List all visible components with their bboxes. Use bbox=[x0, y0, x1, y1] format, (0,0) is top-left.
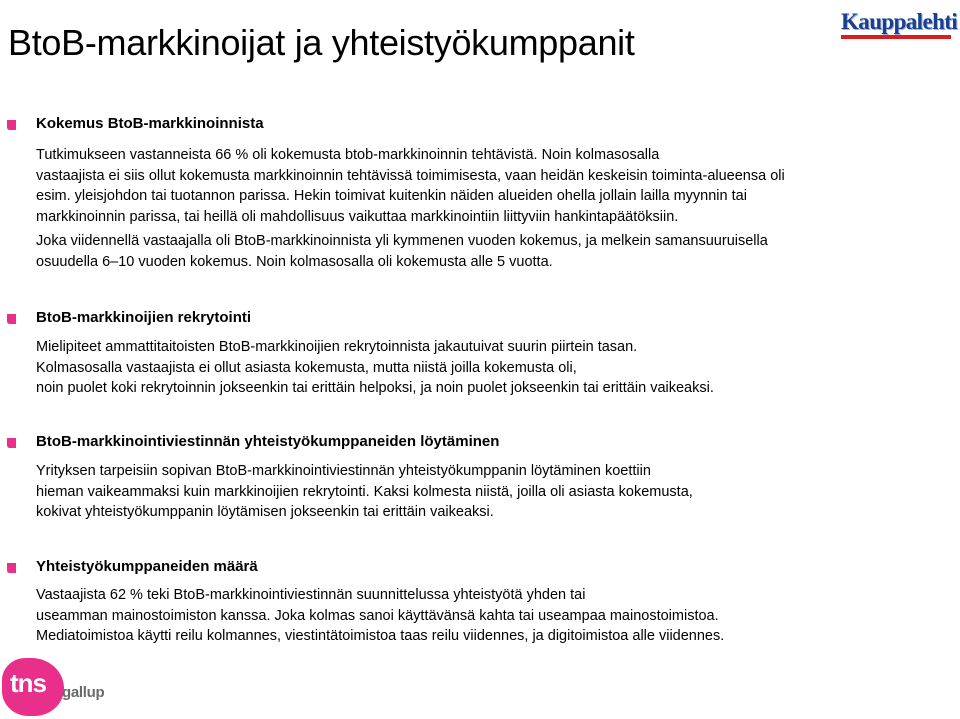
paragraph-line: Yrityksen tarpeisiin sopivan BtoB-markkinointiviestinnän yhteistyökumppanin löytäminen koettiin bbox=[36, 463, 651, 479]
gallup-logo-text: gallup bbox=[62, 684, 105, 701]
section-heading: Kokemus BtoB-markkinoinnista bbox=[36, 115, 264, 132]
bullet-icon bbox=[5, 313, 18, 325]
paragraph-line: markkinoinnin parissa, tai heillä oli mahdollisuus vaikuttaa markkinointiin liittyviin hankintapäätöksiin. bbox=[36, 208, 679, 225]
section-paragraph bbox=[36, 461, 951, 523]
section-heading: Yhteistyökumppaneiden määrä bbox=[36, 558, 258, 575]
paragraph-line: Mediatoimistoa käytti reilu kolmannes, viestintätoimistoa taas reilu viidennes, ja digitoimistoa alle viidennes. bbox=[36, 628, 725, 644]
paragraph-line: hieman vaikeammaksi kuin markkinoijien rekrytointi. Kaksi kolmesta niistä, joilla oli asiasta kokemusta, bbox=[36, 483, 693, 500]
kauppalehti-logo-text: Kauppalehti bbox=[841, 9, 958, 34]
paragraph-line: esim. yleisjohdon tai tuotannon parissa. Hekin toimivat kuitenkin näiden alueiden ohella jollain lailla myynnin tai bbox=[36, 188, 747, 204]
tns-logo-text: tns bbox=[10, 668, 46, 698]
kauppalehti-logo bbox=[836, 4, 958, 40]
paragraph-line: Vastaajista 62 % teki BtoB-markkinointiviestinnän suunnittelussa yhteistyötä yhden tai bbox=[36, 587, 586, 603]
paragraph-line: kokivat yhteistyökumppanin löytämisen jokseenkin tai erittäin vaikeaksi. bbox=[36, 504, 494, 520]
paragraph-line: osuudella 6–10 vuoden kokemus. Noin kolmasosalla oli kokemusta alle 5 vuotta. bbox=[36, 253, 553, 270]
section-paragraph bbox=[36, 585, 951, 647]
section-heading: BtoB-markkinoijien rekrytointi bbox=[36, 309, 252, 326]
page-title: BtoB-markkinoijat ja yhteistyökumppanit bbox=[8, 22, 635, 63]
paragraph-line: Kolmasosalla vastaajista ei ollut asiasta kokemusta, mutta niistä joilla kokemusta oli, bbox=[36, 359, 577, 376]
paragraph-line: Joka viidennellä vastaajalla oli BtoB-markkinoinnista yli kymmenen vuoden kokemus, ja melkein samansuuruisella bbox=[36, 233, 768, 249]
section-paragraph bbox=[36, 145, 951, 227]
tns-gallup-logo bbox=[0, 654, 120, 718]
paragraph-line: useamman mainostoimiston kanssa. Joka kolmas sanoi käyttävänsä kahta tai useampaa mainostoimistoa. bbox=[36, 607, 719, 624]
paragraph-line: Mielipiteet ammattitaitoisten BtoB-markkinoijien rekrytoinnista jakautuivat suurin piirtein tasan. bbox=[36, 339, 638, 355]
paragraph-line: vastaajista ei siis ollut kokemusta markkinoinnin tehtävissä toimimisesta, vaan heidän keskeisin toiminta-alueensa oli bbox=[36, 167, 785, 184]
bullet-icon bbox=[5, 119, 18, 131]
bullet-icon bbox=[5, 562, 18, 574]
section-heading: BtoB-markkinointiviestinnän yhteistyökumppaneiden löytäminen bbox=[36, 433, 500, 450]
section-paragraph bbox=[36, 231, 951, 272]
kauppalehti-logo-underline bbox=[841, 35, 951, 39]
paragraph-line: noin puolet koki rekrytoinnin jokseenkin tai erittäin helpoksi, ja noin puolet jokseenkin tai erittäin vaikeaksi. bbox=[36, 380, 714, 396]
bullet-icon bbox=[5, 437, 18, 449]
section-paragraph bbox=[36, 337, 951, 399]
paragraph-line: Tutkimukseen vastanneista 66 % oli kokemusta btob-markkinoinnin tehtävistä. Noin kolmasosalla bbox=[36, 147, 660, 163]
